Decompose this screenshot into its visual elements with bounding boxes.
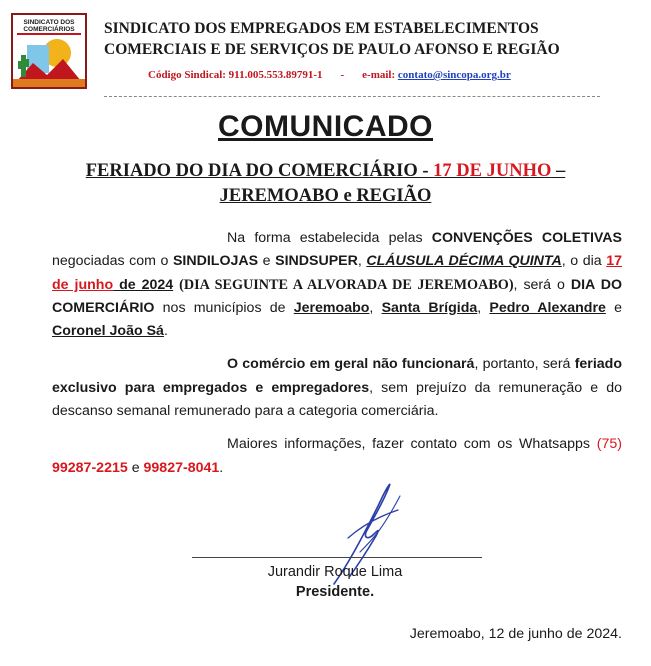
subtitle-date: 17 DE JUNHO bbox=[433, 161, 552, 181]
text: e bbox=[258, 253, 276, 270]
paragraph-holiday bbox=[52, 227, 622, 343]
document-title: COMUNICADO bbox=[218, 110, 433, 143]
area-code-close: ) bbox=[617, 436, 622, 453]
sindilojas: SINDILOJAS bbox=[172, 253, 259, 270]
signatory-name: Jurandir Roque Lima bbox=[267, 564, 403, 580]
paragraph-contact bbox=[52, 433, 622, 480]
municipality-santa-brigida: Santa Brígida bbox=[381, 299, 478, 316]
text: , bbox=[357, 253, 367, 270]
union-code: Código Sindical: 911.005.553.89791-1 bbox=[148, 69, 323, 81]
subtitle-line1 bbox=[0, 161, 651, 182]
text: , bbox=[477, 299, 490, 316]
org-name-line1: SINDICATO DOS EMPREGADOS EM ESTABELECIMENTOS bbox=[104, 20, 539, 37]
municipality-coronel-joao-sa: Coronel João Sá bbox=[52, 323, 164, 340]
union-logo-graphic bbox=[13, 15, 85, 87]
commerce-day: DIA DO COMERCIÁRIO bbox=[52, 276, 622, 316]
exclusive-holiday: feriado exclusivo para empregados e empregadores bbox=[52, 356, 622, 396]
logo-text-2: COMERCIÁRIOS bbox=[23, 26, 75, 33]
area-code: 75 bbox=[601, 436, 618, 453]
text: negociadas com o bbox=[52, 253, 173, 270]
text: , portanto, será bbox=[474, 356, 575, 373]
holiday-year: de 2024 bbox=[113, 276, 174, 293]
whatsapp-number-2[interactable]: 99827-8041 bbox=[143, 459, 220, 476]
conventions: CONVENÇÕES COLETIVAS bbox=[431, 230, 622, 246]
logo-text-1: SINDICATO DOS bbox=[23, 19, 75, 26]
paragraph-closure bbox=[52, 353, 622, 423]
org-name-line2: COMERCIAIS E DE SERVIÇOS DE PAULO AFONSO E REGIÃO bbox=[104, 41, 560, 58]
role-text: Presidente bbox=[295, 584, 371, 600]
header-divider bbox=[104, 96, 600, 97]
email-label: e-mail: bbox=[362, 69, 396, 81]
text: Maiores informações, fazer contato com os Whatsapps bbox=[227, 436, 597, 453]
commerce-closed: O comércio em geral não funcionará bbox=[227, 356, 475, 373]
email-link[interactable]: contato@sincopa.org.br bbox=[397, 69, 511, 81]
text: , bbox=[369, 299, 382, 316]
municipality-jeremoabo: Jeremoabo bbox=[293, 299, 370, 316]
subtitle-line2: JEREMOABO e REGIÃO bbox=[219, 186, 432, 206]
place-and-date: Jeremoabo, 12 de junho de 2024. bbox=[409, 626, 622, 642]
text: e bbox=[127, 459, 144, 476]
text: , o dia bbox=[561, 253, 607, 270]
text: . bbox=[219, 459, 224, 476]
clause: CLÁUSULA DÉCIMA QUINTA bbox=[366, 253, 562, 270]
text: , será o bbox=[513, 276, 571, 293]
text: e bbox=[605, 299, 622, 316]
contact-line bbox=[148, 69, 511, 81]
area-code-open: ( bbox=[596, 436, 602, 453]
municipality-pedro-alexandre: Pedro Alexandre bbox=[489, 299, 606, 316]
alvorada-note: (DIA SEGUINTE A ALVORADA DE JEREMOABO) bbox=[179, 276, 514, 293]
holiday-date: 17 de junho bbox=[52, 253, 622, 293]
text: Na forma estabelecida pelas bbox=[227, 230, 432, 246]
sindsuper: SINDSUPER bbox=[275, 253, 358, 270]
whatsapp-number-1[interactable]: 99287-2215 bbox=[52, 459, 128, 476]
subtitle-text: FERIADO DO DIA DO COMERCIÁRIO - bbox=[85, 161, 429, 181]
union-logo bbox=[11, 13, 87, 89]
signatory-role bbox=[0, 584, 651, 600]
subtitle-dash: – bbox=[555, 161, 566, 181]
text: , sem prejuízo da remuneração e do descanso semanal remunerado para a categoria comerciária. bbox=[52, 379, 622, 420]
role-end: . bbox=[370, 584, 375, 600]
contact-separator: - bbox=[340, 69, 345, 81]
document-body bbox=[52, 227, 622, 490]
text: nos municípios de bbox=[154, 299, 294, 316]
text: . bbox=[163, 323, 168, 340]
signature-line bbox=[192, 557, 482, 558]
